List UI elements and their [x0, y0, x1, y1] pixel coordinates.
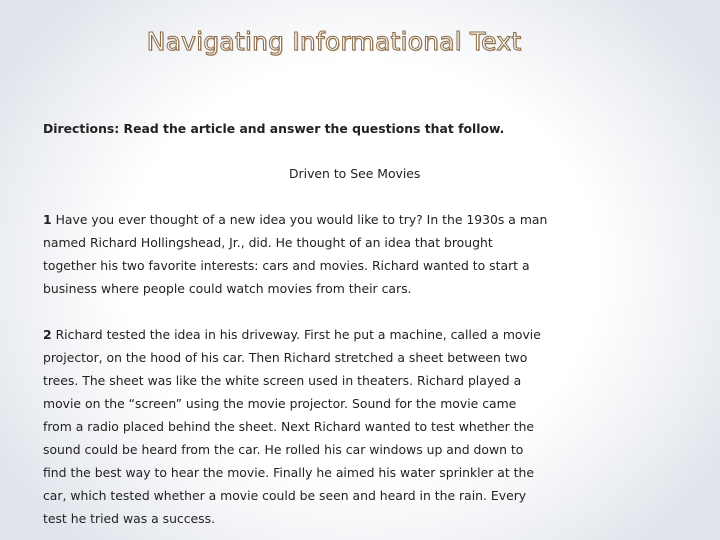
paragraph-2	[43, 323, 548, 530]
article-title: Driven to See Movies	[289, 166, 421, 181]
paragraph-text: Have you ever thought of a new idea you would like to try? In the 1930s a man named Richard Hollingshead, Jr., did. He thought of an idea that brought together his two favorite interests: cars and movies. Richard wanted to start a business where people could watch movies from their cars.	[43, 212, 548, 296]
directions-text: Directions: Read the article and answer the questions that follow.	[43, 121, 505, 136]
paragraph-number: 1	[43, 212, 52, 227]
paragraph-number: 2	[43, 327, 52, 342]
paragraph-text: Richard tested the idea in his driveway. First he put a machine, called a movie projector, on the hood of his car. Then Richard stretched a sheet between two trees. The sheet was like the white screen used in theaters. Richard played a movie on the “screen” using the movie projector. Sound for the movie came from a radio placed behind the sheet. Next Richard wanted to test whether the sound could be heard from the car. He rolled his car windows up and down to find the best way to hear the movie. Finally he aimed his water sprinkler at the car, which tested whether a movie could be seen and heard in the rain. Every test he tried was a success.	[43, 327, 541, 526]
paragraph-1	[43, 208, 548, 300]
slide-title: Navigating Informational Text	[146, 27, 522, 56]
